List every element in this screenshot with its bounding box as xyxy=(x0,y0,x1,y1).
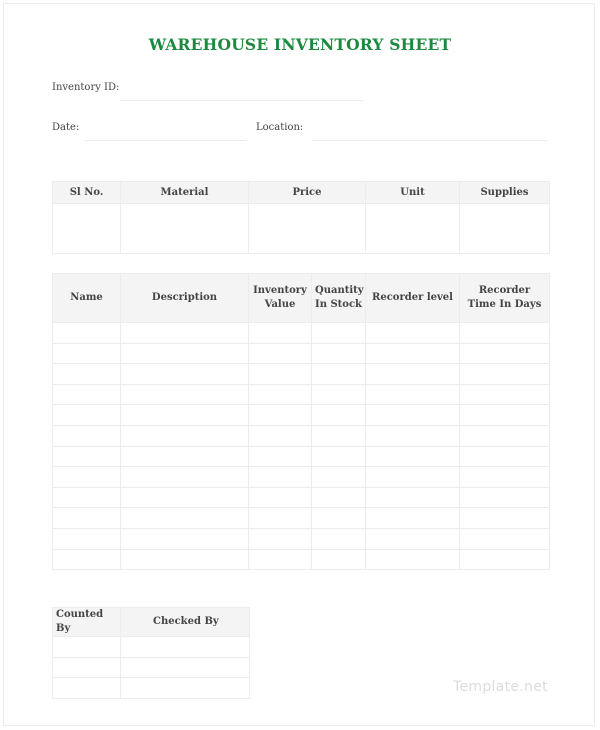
cell-recorder-time[interactable] xyxy=(460,405,550,426)
cell-quantity-in-stock[interactable] xyxy=(312,487,366,508)
location-field[interactable] xyxy=(312,140,548,141)
cell-quantity-in-stock[interactable] xyxy=(312,323,366,344)
table-row xyxy=(53,657,250,678)
cell-inventory-value[interactable] xyxy=(249,508,312,529)
table-row xyxy=(53,637,250,658)
header-description: Description xyxy=(121,274,249,323)
signoff-table xyxy=(52,607,250,699)
cell-recorder-level[interactable] xyxy=(366,425,460,446)
cell-name[interactable] xyxy=(53,384,121,405)
cell-recorder-level[interactable] xyxy=(366,384,460,405)
cell-recorder-level[interactable] xyxy=(366,364,460,385)
cell-quantity-in-stock[interactable] xyxy=(312,364,366,385)
date-label: Date: xyxy=(52,122,80,133)
table-row xyxy=(53,204,550,254)
cell-counted-by[interactable] xyxy=(53,678,121,699)
cell-description[interactable] xyxy=(121,384,249,405)
cell-recorder-level[interactable] xyxy=(366,528,460,549)
table-row xyxy=(53,343,550,364)
cell-name[interactable] xyxy=(53,467,121,488)
cell-quantity-in-stock[interactable] xyxy=(312,446,366,467)
cell-recorder-time[interactable] xyxy=(460,508,550,529)
cell-inventory-value[interactable] xyxy=(249,528,312,549)
header-name: Name xyxy=(53,274,121,323)
cell-inventory-value[interactable] xyxy=(249,384,312,405)
cell-sl-no[interactable] xyxy=(53,204,121,254)
cell-recorder-level[interactable] xyxy=(366,549,460,570)
cell-name[interactable] xyxy=(53,425,121,446)
cell-description[interactable] xyxy=(121,528,249,549)
cell-recorder-time[interactable] xyxy=(460,528,550,549)
table-row xyxy=(53,364,550,385)
table-header-row xyxy=(53,608,250,637)
header-quantity-in-stock: Quantity In Stock xyxy=(312,274,366,323)
header-counted-by: Counted By xyxy=(53,608,121,637)
cell-material[interactable] xyxy=(121,204,249,254)
cell-description[interactable] xyxy=(121,425,249,446)
cell-recorder-time[interactable] xyxy=(460,343,550,364)
cell-quantity-in-stock[interactable] xyxy=(312,508,366,529)
cell-inventory-value[interactable] xyxy=(249,425,312,446)
cell-recorder-level[interactable] xyxy=(366,323,460,344)
cell-name[interactable] xyxy=(53,364,121,385)
cell-inventory-value[interactable] xyxy=(249,323,312,344)
header-unit: Unit xyxy=(366,182,460,204)
table-row xyxy=(53,528,550,549)
cell-description[interactable] xyxy=(121,446,249,467)
cell-recorder-level[interactable] xyxy=(366,405,460,426)
cell-recorder-time[interactable] xyxy=(460,384,550,405)
table-row xyxy=(53,405,550,426)
cell-name[interactable] xyxy=(53,549,121,570)
cell-description[interactable] xyxy=(121,405,249,426)
table-row xyxy=(53,384,550,405)
cell-recorder-time[interactable] xyxy=(460,364,550,385)
table-row xyxy=(53,678,250,699)
cell-recorder-level[interactable] xyxy=(366,487,460,508)
cell-name[interactable] xyxy=(53,343,121,364)
material-table xyxy=(52,181,550,254)
cell-recorder-level[interactable] xyxy=(366,343,460,364)
cell-description[interactable] xyxy=(121,508,249,529)
cell-checked-by[interactable] xyxy=(121,678,250,699)
cell-description[interactable] xyxy=(121,343,249,364)
cell-name[interactable] xyxy=(53,528,121,549)
cell-recorder-level[interactable] xyxy=(366,467,460,488)
cell-inventory-value[interactable] xyxy=(249,487,312,508)
date-field[interactable] xyxy=(84,140,246,141)
table-row xyxy=(53,425,550,446)
cell-inventory-value[interactable] xyxy=(249,343,312,364)
cell-inventory-value[interactable] xyxy=(249,405,312,426)
cell-description[interactable] xyxy=(121,467,249,488)
cell-recorder-time[interactable] xyxy=(460,323,550,344)
cell-price[interactable] xyxy=(249,204,366,254)
header-material: Material xyxy=(121,182,249,204)
cell-counted-by[interactable] xyxy=(53,637,121,658)
inventory-id-field[interactable] xyxy=(120,100,364,101)
cell-quantity-in-stock[interactable] xyxy=(312,549,366,570)
cell-inventory-value[interactable] xyxy=(249,549,312,570)
cell-quantity-in-stock[interactable] xyxy=(312,384,366,405)
cell-name[interactable] xyxy=(53,405,121,426)
cell-recorder-level[interactable] xyxy=(366,508,460,529)
header-checked-by: Checked By xyxy=(121,608,250,637)
inventory-id-label: Inventory ID: xyxy=(52,82,120,93)
cell-recorder-time[interactable] xyxy=(460,425,550,446)
header-recorder-time: Recorder Time In Days xyxy=(460,274,550,323)
cell-name[interactable] xyxy=(53,446,121,467)
table-header-row xyxy=(53,274,550,323)
cell-inventory-value[interactable] xyxy=(249,446,312,467)
cell-recorder-time[interactable] xyxy=(460,446,550,467)
cell-quantity-in-stock[interactable] xyxy=(312,467,366,488)
cell-quantity-in-stock[interactable] xyxy=(312,343,366,364)
header-supplies: Supplies xyxy=(460,182,550,204)
header-price: Price xyxy=(249,182,366,204)
cell-recorder-time[interactable] xyxy=(460,467,550,488)
cell-name[interactable] xyxy=(53,323,121,344)
header-recorder-level: Recorder level xyxy=(366,274,460,323)
table-row xyxy=(53,323,550,344)
header-inventory-value: Inventory Value xyxy=(249,274,312,323)
cell-inventory-value[interactable] xyxy=(249,467,312,488)
document-title: WAREHOUSE INVENTORY SHEET xyxy=(148,35,452,54)
cell-recorder-time[interactable] xyxy=(460,487,550,508)
cell-recorder-level[interactable] xyxy=(366,446,460,467)
cell-description[interactable] xyxy=(121,323,249,344)
cell-quantity-in-stock[interactable] xyxy=(312,425,366,446)
table-row xyxy=(53,487,550,508)
table-header-row xyxy=(53,182,550,204)
header-sl-no: Sl No. xyxy=(53,182,121,204)
cell-inventory-value[interactable] xyxy=(249,364,312,385)
cell-name[interactable] xyxy=(53,487,121,508)
cell-unit[interactable] xyxy=(366,204,460,254)
cell-description[interactable] xyxy=(121,487,249,508)
cell-checked-by[interactable] xyxy=(121,637,250,658)
table-row xyxy=(53,467,550,488)
inventory-table xyxy=(52,273,550,570)
cell-quantity-in-stock[interactable] xyxy=(312,405,366,426)
cell-checked-by[interactable] xyxy=(121,657,250,678)
cell-name[interactable] xyxy=(53,508,121,529)
table-row xyxy=(53,446,550,467)
location-label: Location: xyxy=(256,122,304,133)
cell-quantity-in-stock[interactable] xyxy=(312,528,366,549)
cell-recorder-time[interactable] xyxy=(460,549,550,570)
watermark: Template.net xyxy=(453,679,548,695)
cell-description[interactable] xyxy=(121,364,249,385)
table-row xyxy=(53,508,550,529)
table-row xyxy=(53,549,550,570)
cell-counted-by[interactable] xyxy=(53,657,121,678)
cell-description[interactable] xyxy=(121,549,249,570)
cell-supplies[interactable] xyxy=(460,204,550,254)
